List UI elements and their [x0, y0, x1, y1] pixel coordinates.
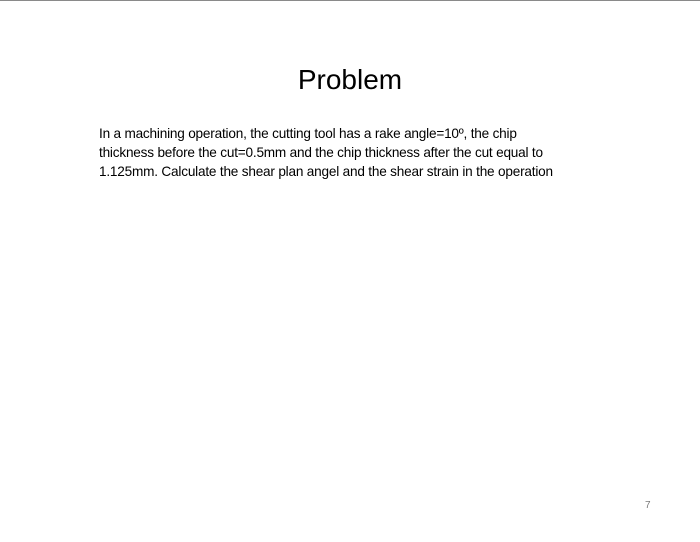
problem-text-line: thickness before the cut=0.5mm and the chip thickness after the cut equal to: [99, 145, 543, 160]
top-border: [0, 0, 700, 1]
page-number: 7: [645, 500, 651, 511]
problem-text: [99, 124, 553, 181]
problem-text-line: In a machining operation, the cutting tool has a rake angle=10º, the chip: [99, 126, 517, 141]
slide-title: Problem: [297, 64, 403, 95]
problem-text-line: 1.125mm. Calculate the shear plan angel and the shear strain in the operation: [99, 164, 553, 179]
